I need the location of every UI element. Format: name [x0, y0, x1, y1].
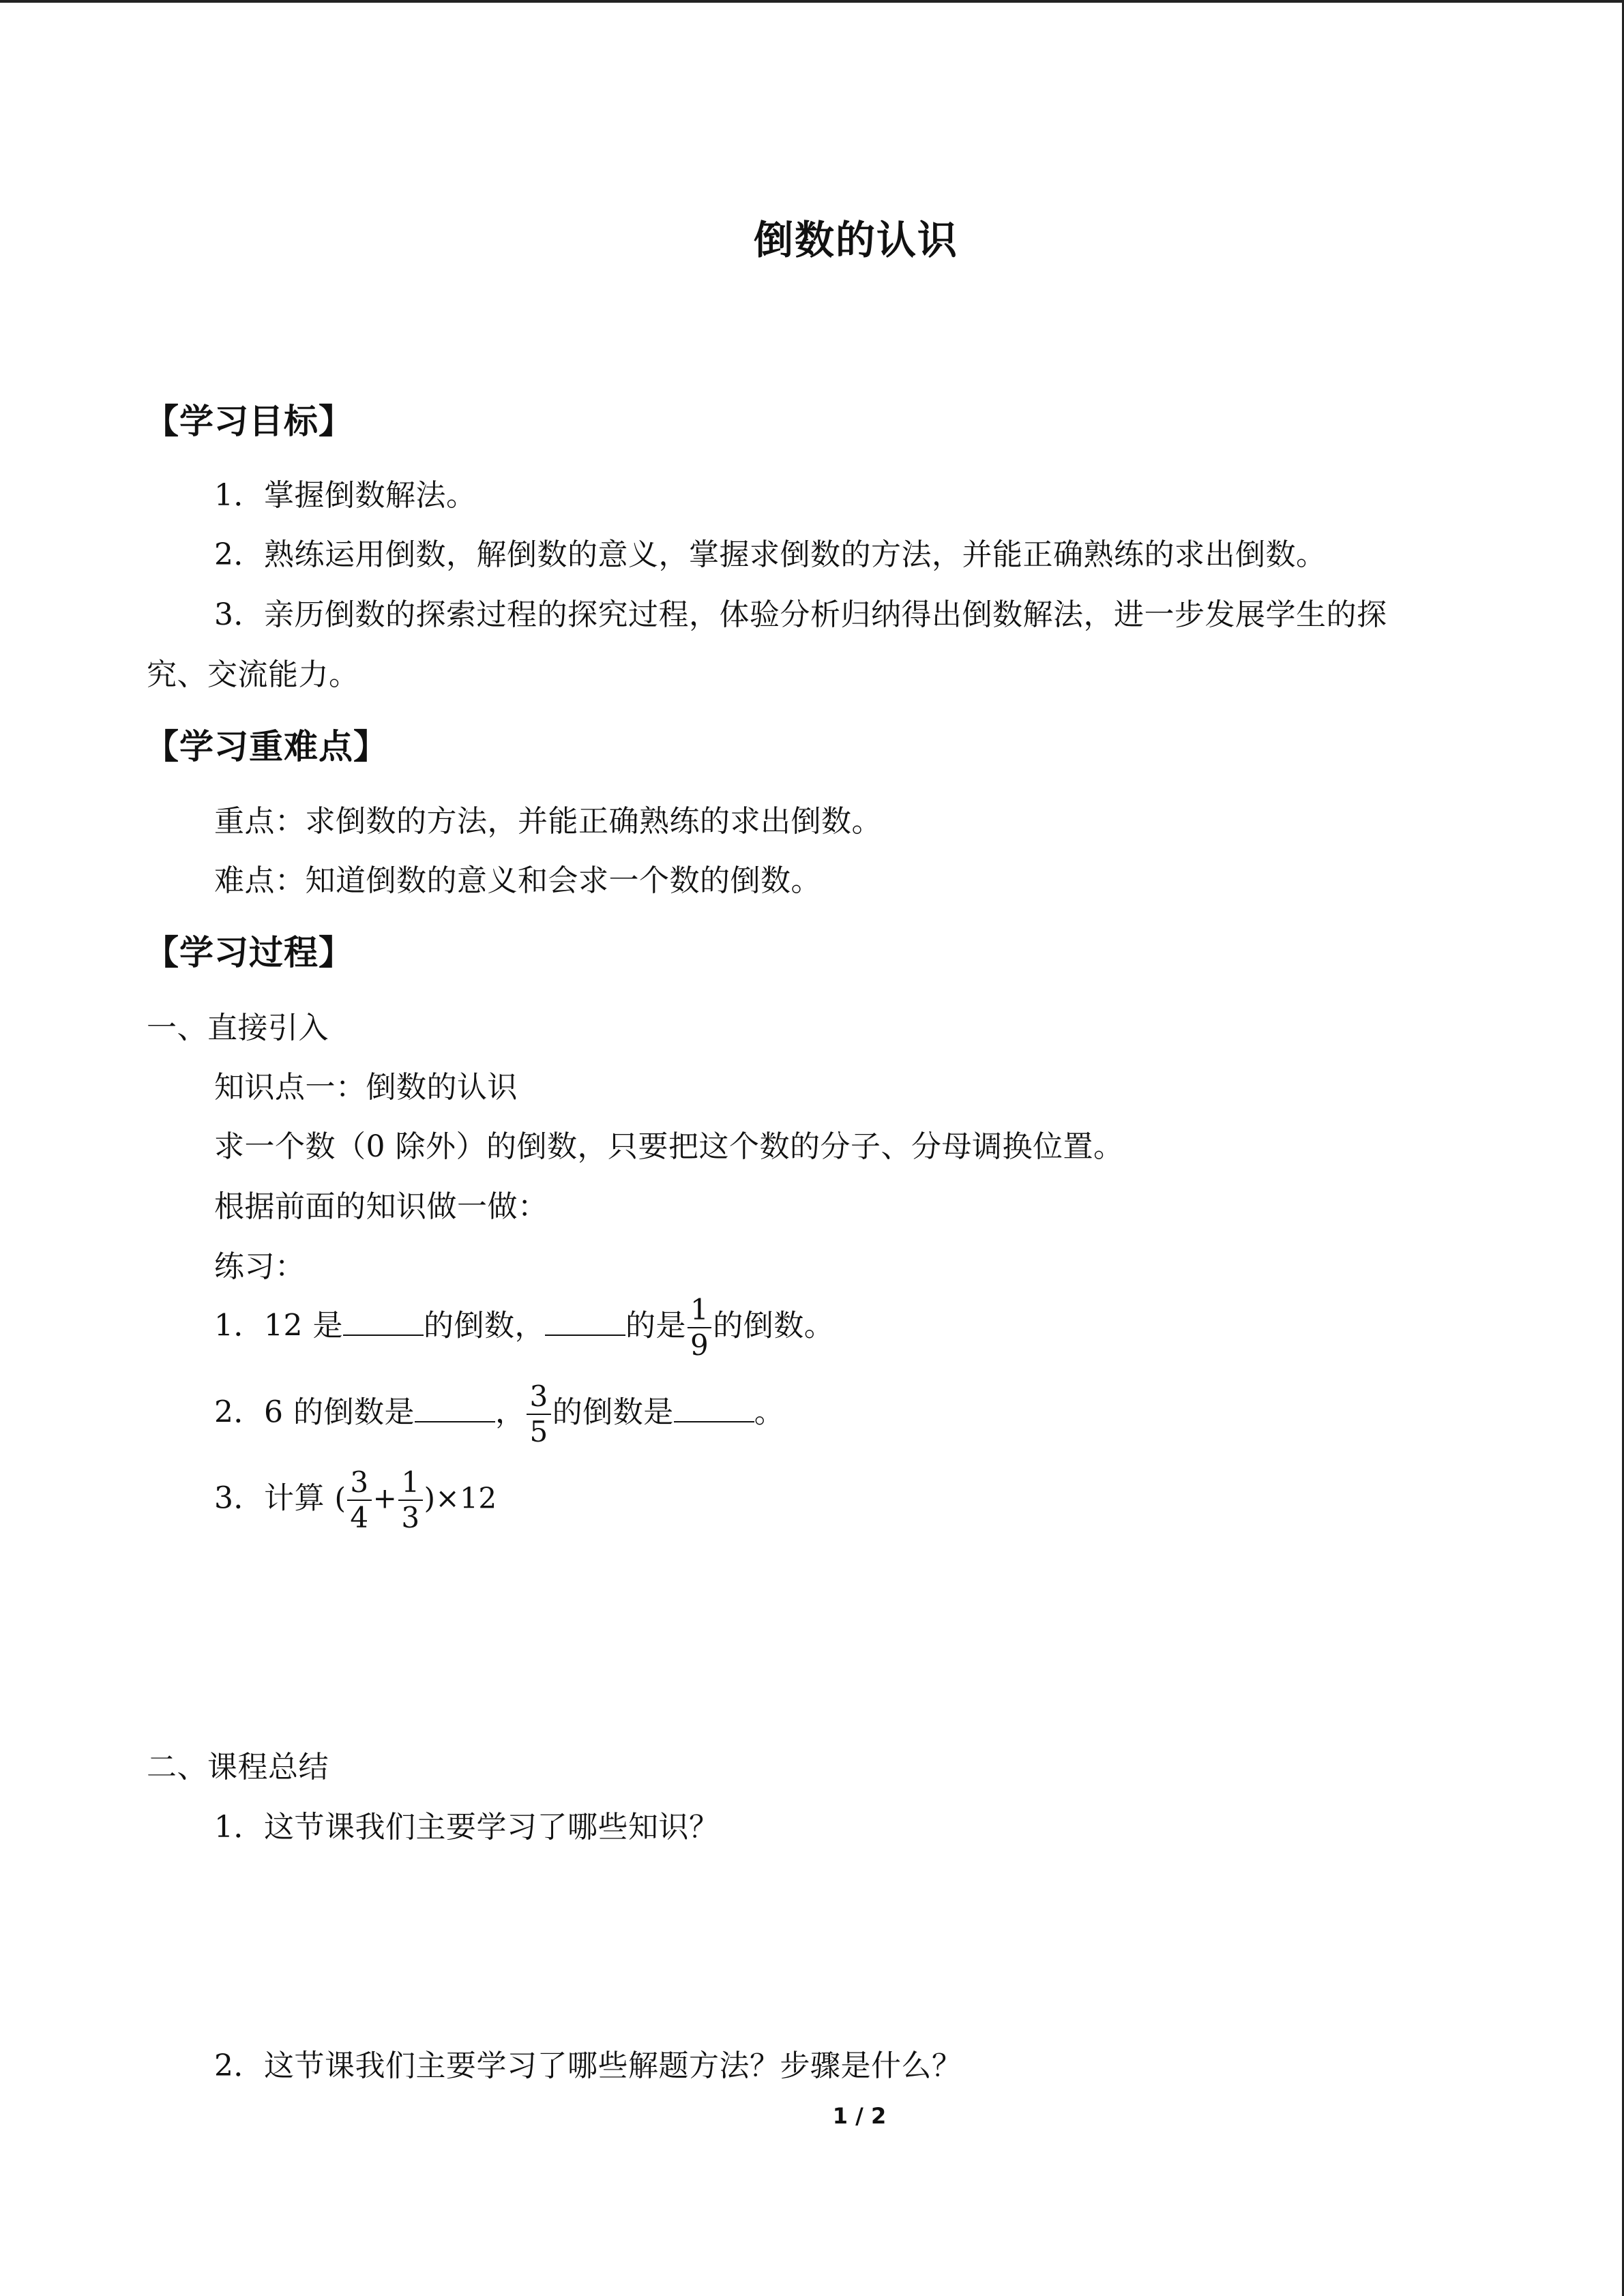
exercise-2-prefix: 2．6 的倒数是: [214, 1395, 415, 1430]
exercise-1-mid2: 的是: [625, 1308, 686, 1343]
fraction-numerator: 3: [350, 1465, 369, 1499]
exercise-1-mid: 的倒数，: [423, 1308, 545, 1343]
section-header-key-points: 【学习重难点】: [145, 727, 388, 766]
exercise-2: [214, 1382, 784, 1446]
fraction-denominator: 5: [529, 1415, 548, 1448]
exercise-1-suffix: 的倒数。: [713, 1308, 835, 1343]
section-header-process: 【学习过程】: [145, 933, 353, 972]
fraction-one-ninth: [688, 1293, 711, 1362]
exercise-2-mid: 的倒数是: [552, 1395, 674, 1430]
fraction-numerator: 1: [401, 1465, 420, 1499]
fraction-numerator: 1: [690, 1293, 709, 1326]
practice-label: 练习：: [214, 1249, 306, 1284]
goal-item-3-continued: 究、交流能力。: [147, 657, 359, 692]
plus-sign: +: [372, 1481, 398, 1515]
document-title: 倒数的认识: [753, 217, 958, 263]
page-number: 1 / 2: [832, 2103, 887, 2129]
section-header-goals: 【学习目标】: [145, 402, 353, 441]
exercise-1-prefix: 1．12 是: [214, 1308, 343, 1343]
fraction-one-third: [398, 1465, 422, 1534]
goal-item-1: 1．掌握倒数解法。: [214, 478, 477, 513]
summary-question-1: 1．这节课我们主要学习了哪些知识？: [214, 1810, 720, 1845]
answer-blank: [415, 1394, 495, 1422]
exercise-2-comma: ，: [494, 1395, 526, 1430]
exercise-1: [214, 1293, 835, 1362]
page-top-border: [0, 0, 1624, 3]
difficult-point-item: 难点：知道倒数的意义和会求一个数的倒数。: [214, 863, 821, 898]
knowledge-point-line: 知识点一：倒数的认识: [214, 1070, 518, 1105]
goal-item-2: 2．熟练运用倒数，解倒数的意义，掌握求倒数的方法，并能正确熟练的求出倒数。: [214, 537, 1327, 572]
goal-item-3: 3．亲历倒数的探索过程的探究过程，体验分析归纳得出倒数解法，进一步发展学生的探: [214, 597, 1387, 632]
exercise-2-suffix: 。: [754, 1395, 785, 1430]
exercise-3-prefix: 3．计算: [214, 1480, 325, 1516]
fraction-three-fifths: [527, 1382, 550, 1446]
part2-heading: 二、课程总结: [147, 1750, 329, 1785]
fraction-denominator: 3: [401, 1501, 420, 1534]
exercise-3: [214, 1465, 497, 1534]
fraction-denominator: 9: [690, 1328, 709, 1362]
fraction-numerator: 3: [529, 1380, 548, 1413]
fraction-three-quarters: [347, 1465, 371, 1534]
fraction-denominator: 4: [350, 1501, 369, 1534]
summary-question-2: 2．这节课我们主要学习了哪些解题方法？步骤是什么？: [214, 2048, 962, 2083]
answer-blank: [343, 1307, 424, 1336]
key-point-item: 重点：求倒数的方法，并能正确熟练的求出倒数。: [214, 804, 882, 839]
method-line: 求一个数（0 除外）的倒数，只要把这个数的分子、分母调换位置。: [214, 1129, 1124, 1164]
close-paren-times-12: )×12: [424, 1481, 497, 1515]
answer-blank: [545, 1307, 625, 1336]
answer-blank: [674, 1394, 754, 1422]
practice-intro-line: 根据前面的知识做一做：: [214, 1189, 548, 1224]
part1-heading: 一、直接引入: [147, 1011, 329, 1045]
open-paren: (: [334, 1481, 346, 1515]
